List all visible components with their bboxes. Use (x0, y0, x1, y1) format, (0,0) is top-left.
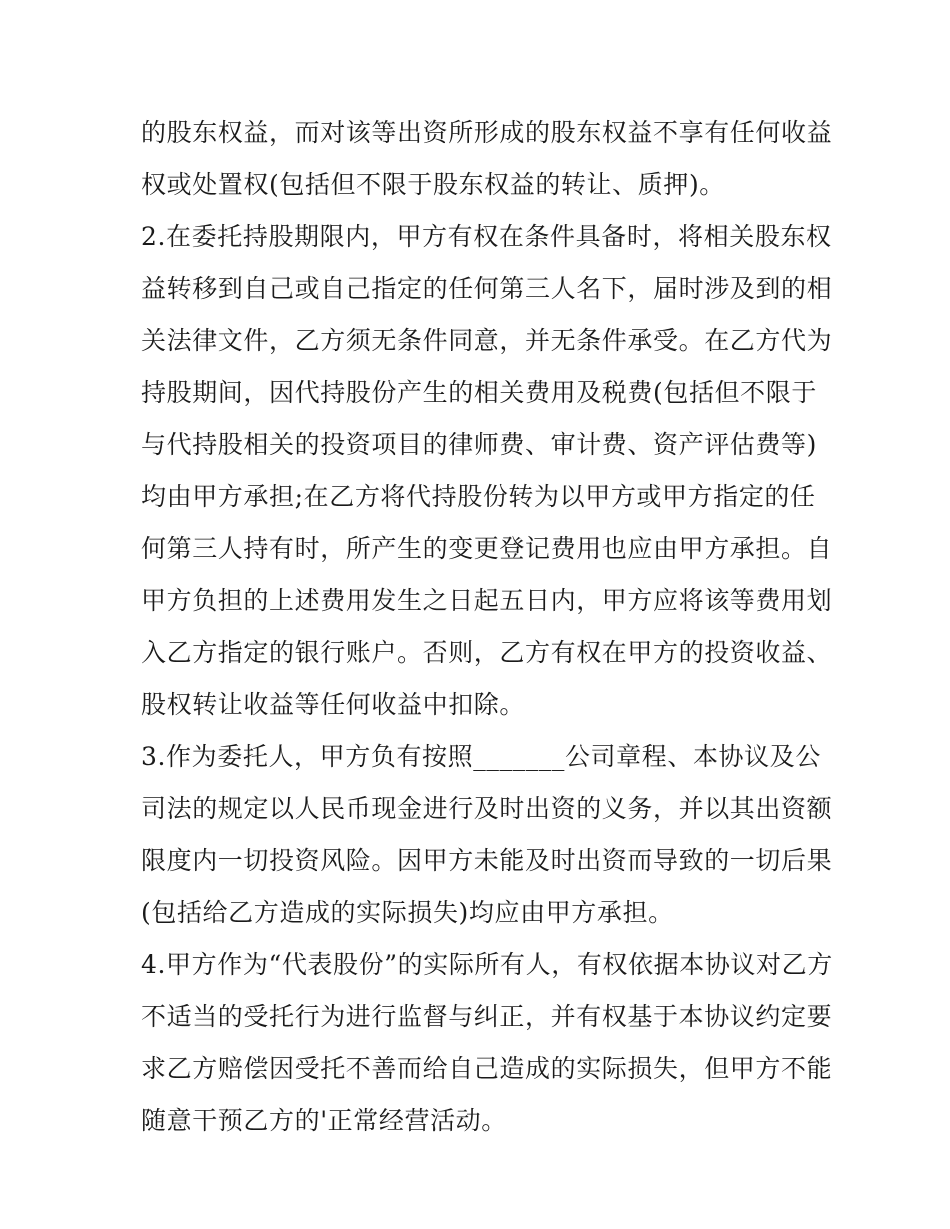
text-line: 关法律文件，乙方须无条件同意，并无条件承受。在乙方代为 (141, 326, 833, 355)
text-line: 2.在委托持股期限内，甲方有权在条件具备时，将相关股东权 (141, 222, 832, 251)
text-line: 3.作为委托人，甲方负有按照_______公司章程、本协议及公 (141, 742, 821, 771)
text-line: 持股期间，因代持股份产生的相关费用及税费(包括但不限于 (141, 378, 817, 407)
text-line: 司法的规定以人民币现金进行及时出资的义务，并以其出资额 (141, 794, 833, 823)
document-body (141, 107, 833, 1147)
text-line: 随意干预乙方的'正常经营活动。 (141, 1106, 507, 1135)
text-line: 求乙方赔偿因受托不善而给自己造成的实际损失，但甲方不能 (141, 1054, 833, 1083)
text-line: 的股东权益，而对该等出资所形成的股东权益不享有任何收益 (141, 118, 833, 147)
text-line: 与代持股相关的投资项目的律师费、审计费、资产评估费等) (141, 430, 817, 459)
text-line: 何第三人持有时，所产生的变更登记费用也应由甲方承担。自 (141, 534, 833, 563)
text-line: 限度内一切投资风险。因甲方未能及时出资而导致的一切后果 (141, 846, 833, 875)
text-line: 入乙方指定的银行账户。否则，乙方有权在甲方的投资收益、 (141, 638, 833, 667)
text-line: 益转移到自己或自己指定的任何第三人名下，届时涉及到的相 (141, 274, 833, 303)
text-line: 权或处置权(包括但不限于股东权益的转让、质押)。 (141, 170, 725, 199)
text-line: 甲方负担的上述费用发生之日起五日内，甲方应将该等费用划 (141, 586, 833, 615)
text-line: (包括给乙方造成的实际损失)均应由甲方承担。 (141, 898, 674, 927)
text-line: 4.甲方作为“代表股份”的实际所有人，有权依据本协议对乙方 (141, 950, 833, 979)
text-line: 均由甲方承担;在乙方将代持股份转为以甲方或甲方指定的任 (141, 482, 816, 511)
text-line: 股权转让收益等任何收益中扣除。 (141, 690, 526, 719)
text-line: 不适当的受托行为进行监督与纠正，并有权基于本协议约定要 (141, 1002, 833, 1031)
